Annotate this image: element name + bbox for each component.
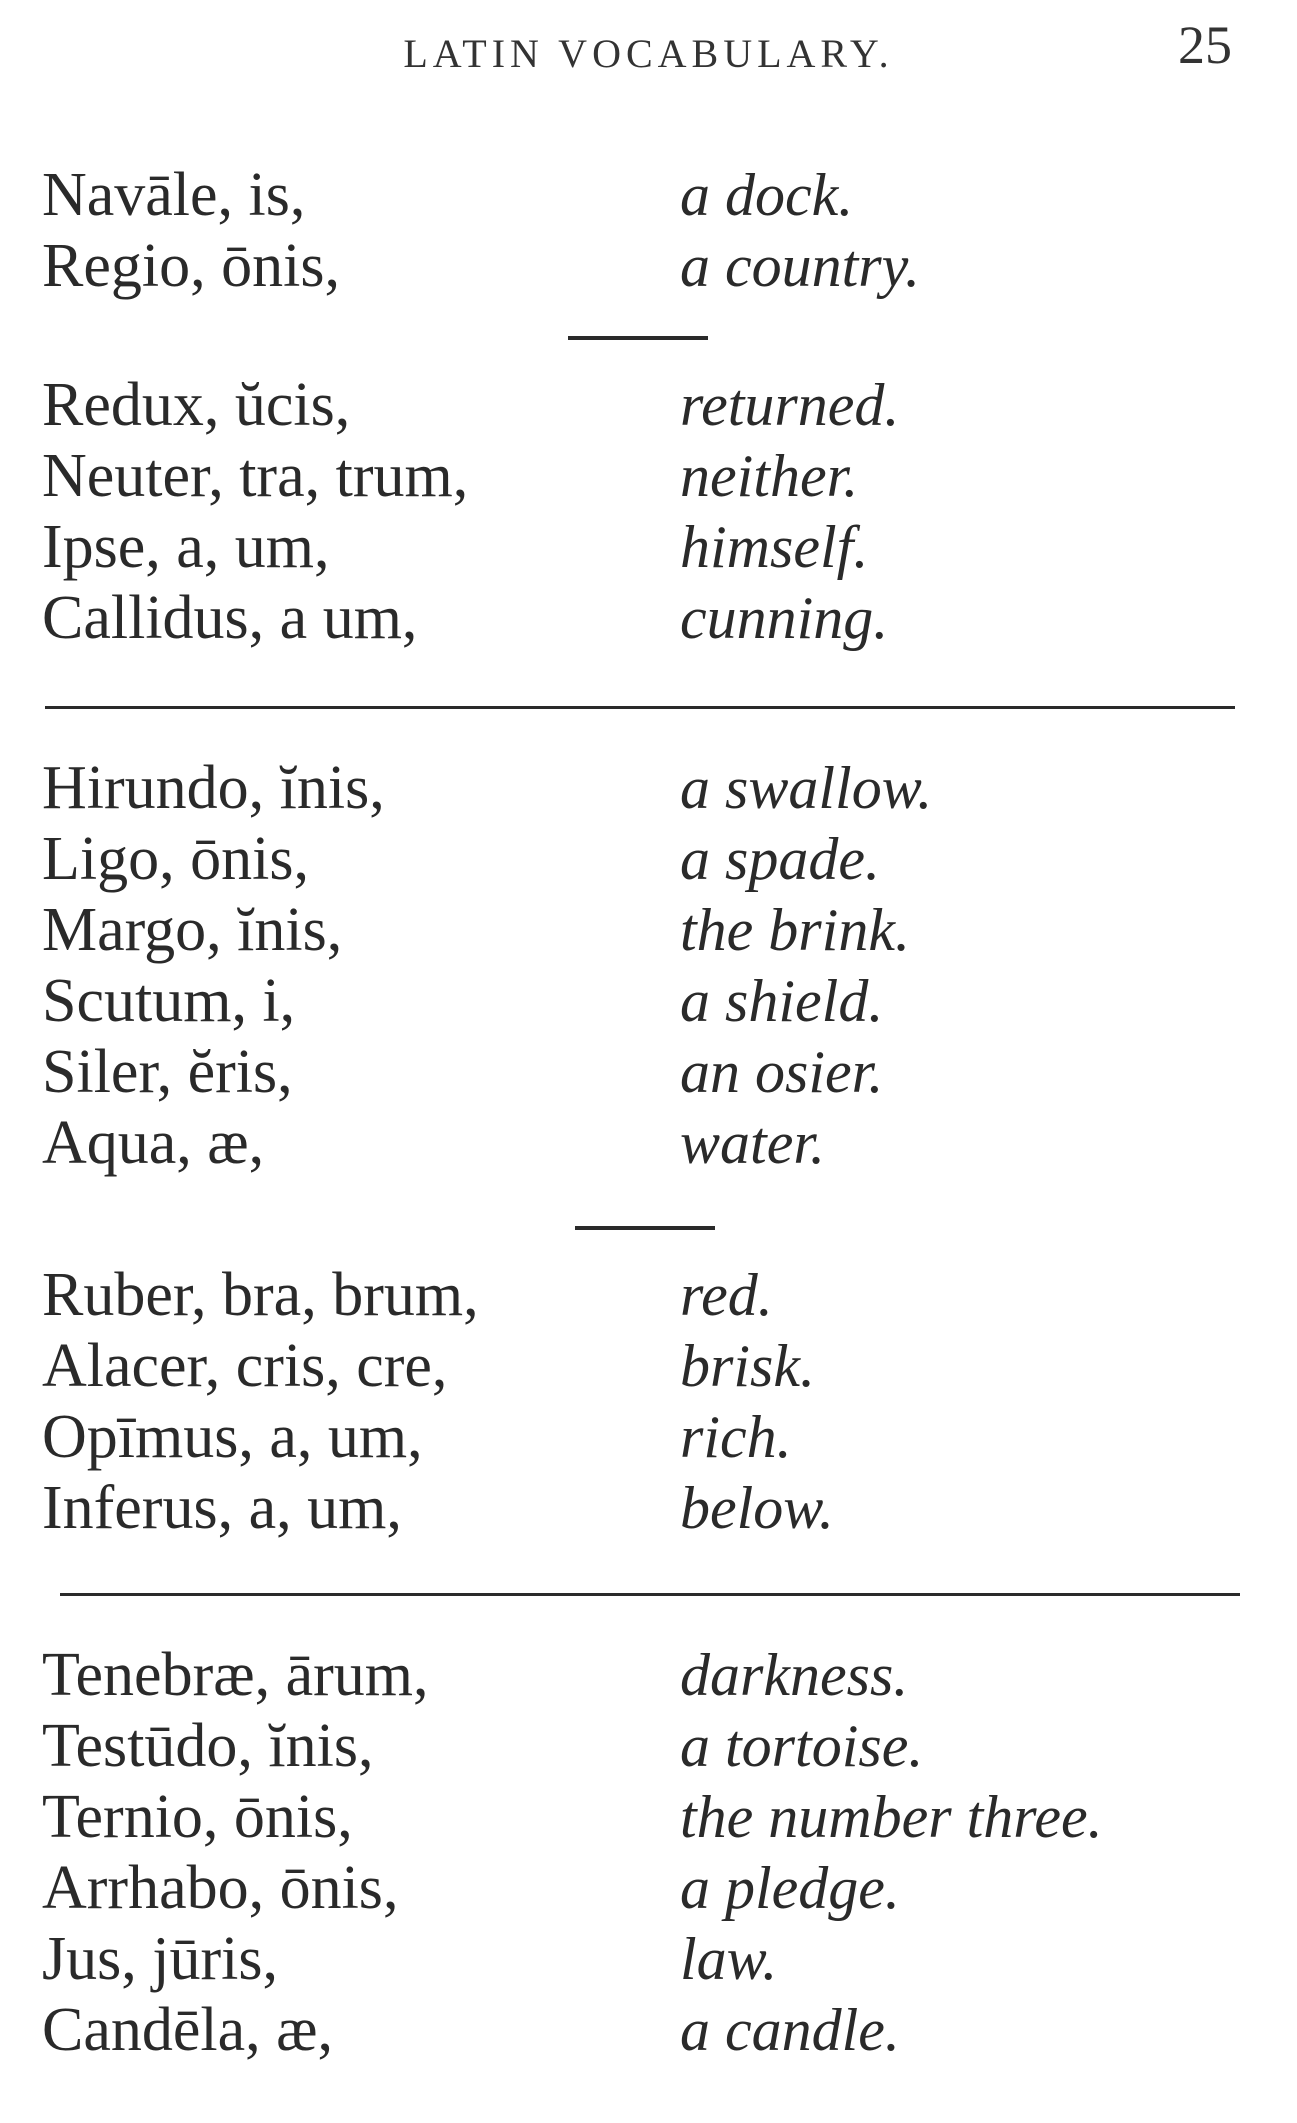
latin-word: Ligo, ōnis, (42, 825, 309, 893)
vocab-entry (0, 1711, 1297, 1782)
english-meaning: a country. (680, 233, 920, 299)
english-meaning: a tortoise. (680, 1713, 924, 1779)
english-meaning: a dock. (680, 162, 854, 228)
vocab-entry (0, 231, 1297, 302)
vocab-entry (0, 160, 1297, 231)
english-meaning: returned. (680, 372, 900, 438)
latin-word: Aqua, æ, (42, 1109, 265, 1177)
english-meaning: himself. (680, 514, 869, 580)
vocab-entry (0, 1995, 1297, 2066)
short-divider (568, 336, 708, 340)
latin-word: Neuter, tra, trum, (42, 442, 469, 510)
latin-word: Candēla, æ, (42, 1996, 333, 2064)
latin-word: Redux, ŭcis, (42, 371, 351, 439)
vocab-group-2 (0, 370, 1297, 654)
english-meaning: the brink. (680, 897, 910, 963)
vocab-entry (0, 1402, 1297, 1473)
latin-word: Ipse, a, um, (42, 513, 330, 581)
vocab-entry (0, 895, 1297, 966)
vocab-entry (0, 1853, 1297, 1924)
running-header: LATIN VOCABULARY. (403, 31, 894, 76)
latin-word: Margo, ĭnis, (42, 896, 343, 964)
english-meaning: law. (680, 1926, 778, 1992)
latin-word: Hirundo, ĭnis, (42, 754, 385, 822)
page-number: 25 (1178, 15, 1232, 75)
latin-word: Arrhabo, ōnis, (42, 1854, 399, 1922)
english-meaning: the number three. (680, 1784, 1103, 1850)
english-meaning: water. (680, 1110, 826, 1176)
vocab-entry (0, 1331, 1297, 1402)
latin-word: Navāle, is, (42, 161, 306, 229)
vocab-entry (0, 1473, 1297, 1544)
vocab-group-1 (0, 160, 1297, 302)
latin-word: Regio, ōnis, (42, 232, 340, 300)
english-meaning: an osier. (680, 1039, 884, 1105)
section-divider (60, 1593, 1240, 1596)
vocab-group-5 (0, 1640, 1297, 2066)
vocab-entry (0, 1782, 1297, 1853)
latin-word: Opīmus, a, um, (42, 1403, 423, 1471)
latin-word: Jus, jūris, (42, 1925, 278, 1993)
vocab-entry (0, 370, 1297, 441)
latin-word: Inferus, a, um, (42, 1474, 402, 1542)
english-meaning: cunning. (680, 585, 889, 651)
vocab-entry (0, 1037, 1297, 1108)
english-meaning: a pledge. (680, 1855, 900, 1921)
english-meaning: a shield. (680, 968, 884, 1034)
english-meaning: neither. (680, 443, 859, 509)
vocab-group-4 (0, 1260, 1297, 1544)
short-divider (575, 1226, 715, 1230)
section-divider (45, 706, 1235, 709)
vocab-entry (0, 441, 1297, 512)
english-meaning: rich. (680, 1404, 792, 1470)
latin-word: Siler, ĕris, (42, 1038, 293, 1106)
vocab-entry (0, 583, 1297, 654)
english-meaning: a candle. (680, 1997, 900, 2063)
english-meaning: darkness. (680, 1642, 909, 1708)
latin-word: Scutum, i, (42, 967, 296, 1035)
vocab-entry (0, 1640, 1297, 1711)
vocab-entry (0, 1108, 1297, 1179)
latin-word: Ruber, bra, brum, (42, 1261, 479, 1329)
latin-word: Testūdo, ĭnis, (42, 1712, 374, 1780)
vocab-entry (0, 512, 1297, 583)
vocab-entry (0, 824, 1297, 895)
latin-word: Tenebræ, ārum, (42, 1641, 429, 1709)
vocab-entry (0, 753, 1297, 824)
latin-word: Ternio, ōnis, (42, 1783, 353, 1851)
vocab-entry (0, 966, 1297, 1037)
english-meaning: red. (680, 1262, 773, 1328)
english-meaning: a swallow. (680, 755, 933, 821)
latin-word: Alacer, cris, cre, (42, 1332, 448, 1400)
english-meaning: below. (680, 1475, 834, 1541)
english-meaning: a spade. (680, 826, 880, 892)
latin-word: Callidus, a um, (42, 584, 418, 652)
english-meaning: brisk. (680, 1333, 815, 1399)
vocab-entry (0, 1924, 1297, 1995)
vocab-group-3 (0, 753, 1297, 1179)
vocab-entry (0, 1260, 1297, 1331)
